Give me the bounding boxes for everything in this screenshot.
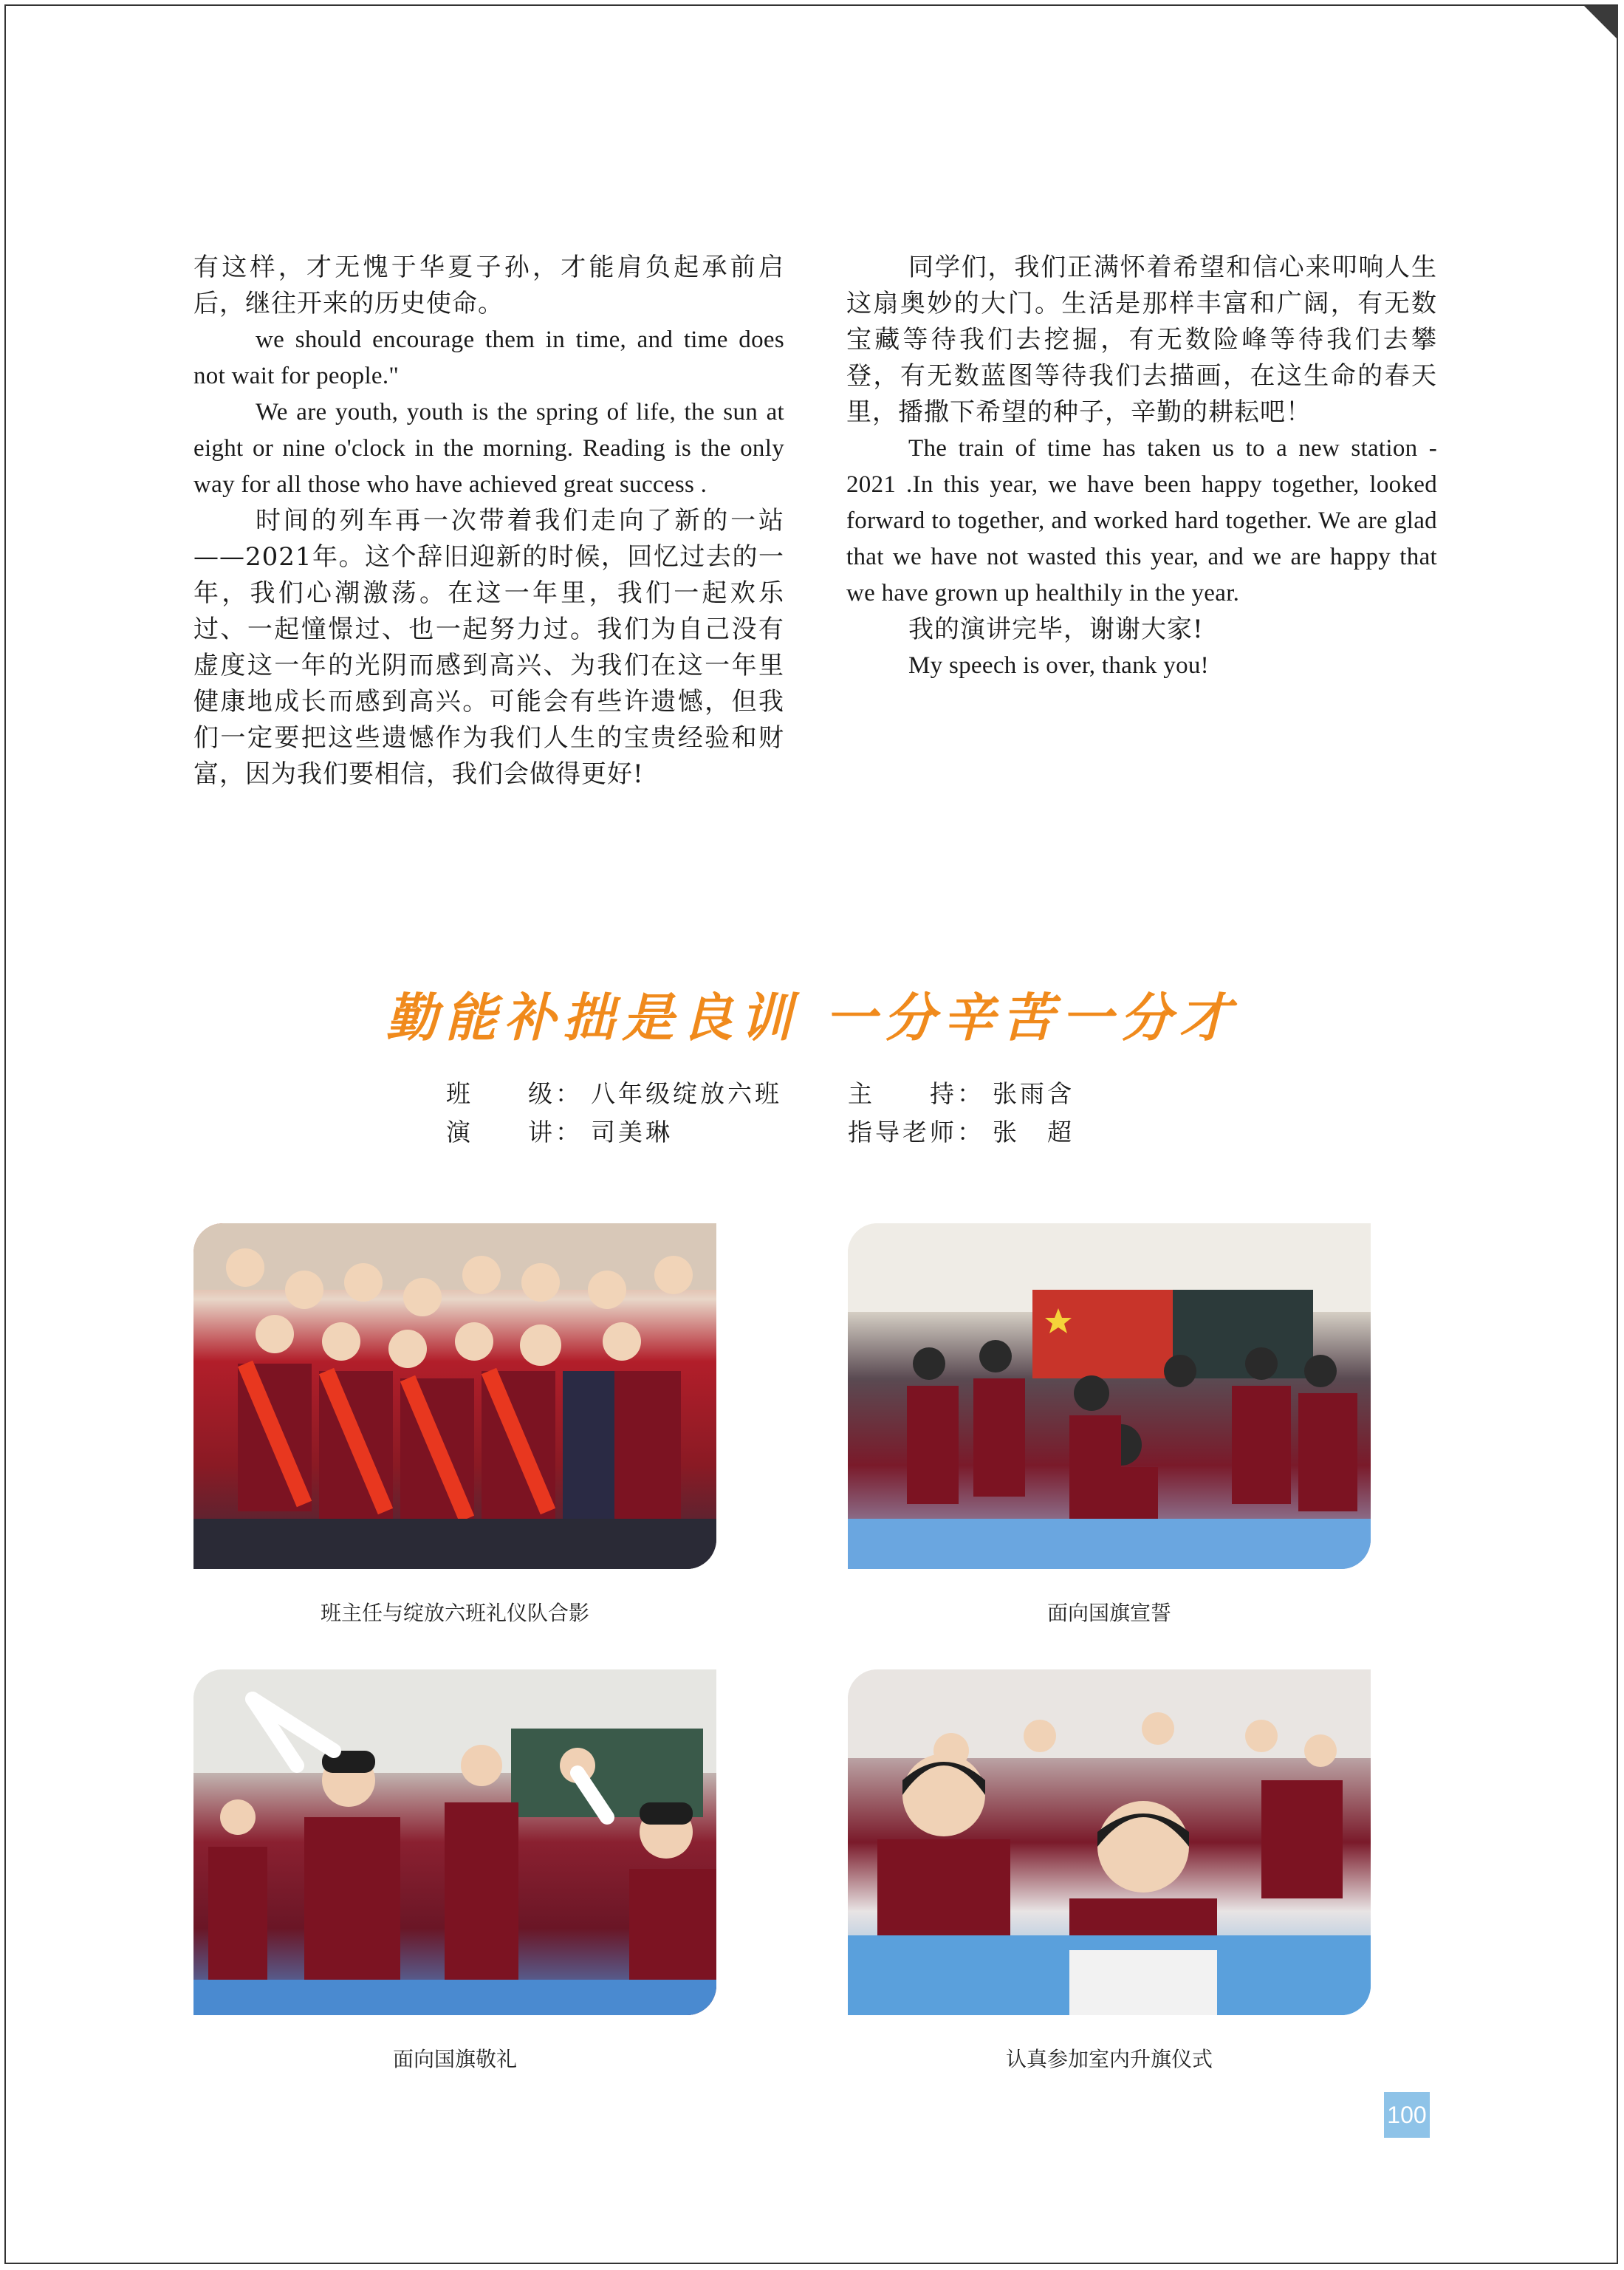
meta-key: 指导老师： [848,1118,984,1146]
meta-value: 八年级绽放六班 [591,1079,782,1108]
meta-value: 张 超 [993,1118,1075,1146]
paragraph: 时间的列车再一次带着我们走向了新的一站——2021年。这个辞旧迎新的时候，回忆过去的一年，我们心潮激荡。在这一年里，我们一起欢乐过、一起憧憬过、也一起努力过。我们为自己没有虚度这一年的光阴而感到高兴、为我们在这一年里健康地成长而感到高兴。可能会有些许遗憾，但我们一定要把这些遗憾作为我们人生的宝贵经验和财富，因为我们要相信，我们会做得更好! [193,506,784,789]
paragraph: 同学们，我们正满怀着希望和信心来叩响人生这扇奥妙的大门。生活是那样丰富和广阔，有无数宝藏等待我们去挖掘，有无数险峰等待我们去攀登，有无数蓝图等待我们去描画，在这生命的春天里，播撒下希望的种子，辛勤的耕耘吧！ [846,253,1437,427]
meta-value: 司美琳 [591,1118,673,1146]
photo-caption: 认真参加室内升旗仪式 [1005,2047,1213,2071]
photo-salute [193,1669,716,2015]
meta-row [848,1075,1075,1113]
meta-row [848,1113,1075,1152]
meta-key: 演 讲： [446,1118,583,1146]
section-title: 勤能补拙是良训 一分辛苦一分才 [386,988,1238,1048]
paragraph: My speech is over, thank you! [908,652,1209,679]
page-number: 100 [1384,2092,1430,2138]
paragraph: we should encourage them in time, and time does not wait for people." [193,327,784,389]
meta-key: 主 持： [848,1079,984,1108]
meta-value: 张雨含 [993,1079,1075,1108]
corner-mark [1584,6,1618,40]
right-text-column [846,250,1437,684]
photo-group [193,1223,716,1569]
photo-oath [848,1223,1371,1569]
meta-right [848,1075,1075,1152]
paragraph: The train of time has taken us to a new station - 2021 .In this year, we have been happy together, looked forward to together, and worked hard together. We are glad that we have not wasted this year, and we are happy that we have grown up healthily in the year. [846,435,1437,606]
meta-key: 班 级： [446,1079,583,1108]
paragraph: We are youth, youth is the spring of life, the sun at eight or nine o'clock in the morning. Reading is the only way for all those who have achieved great success . [193,399,784,498]
paragraph: 我的演讲完毕，谢谢大家! [908,615,1204,644]
photo-caption: 面向国旗敬礼 [392,2047,517,2071]
photo-ceremony [848,1669,1371,2015]
paragraph: 有这样，才无愧于华夏子孙，才能肩负起承前启后，继往开来的历史使命。 [193,253,784,318]
meta-row [446,1113,782,1152]
left-text-column [193,250,784,793]
photo-caption: 班主任与绽放六班礼仪队合影 [320,1601,589,1625]
photo-caption: 面向国旗宣誓 [1046,1601,1171,1625]
meta-row [446,1075,782,1113]
meta-left [446,1075,782,1152]
